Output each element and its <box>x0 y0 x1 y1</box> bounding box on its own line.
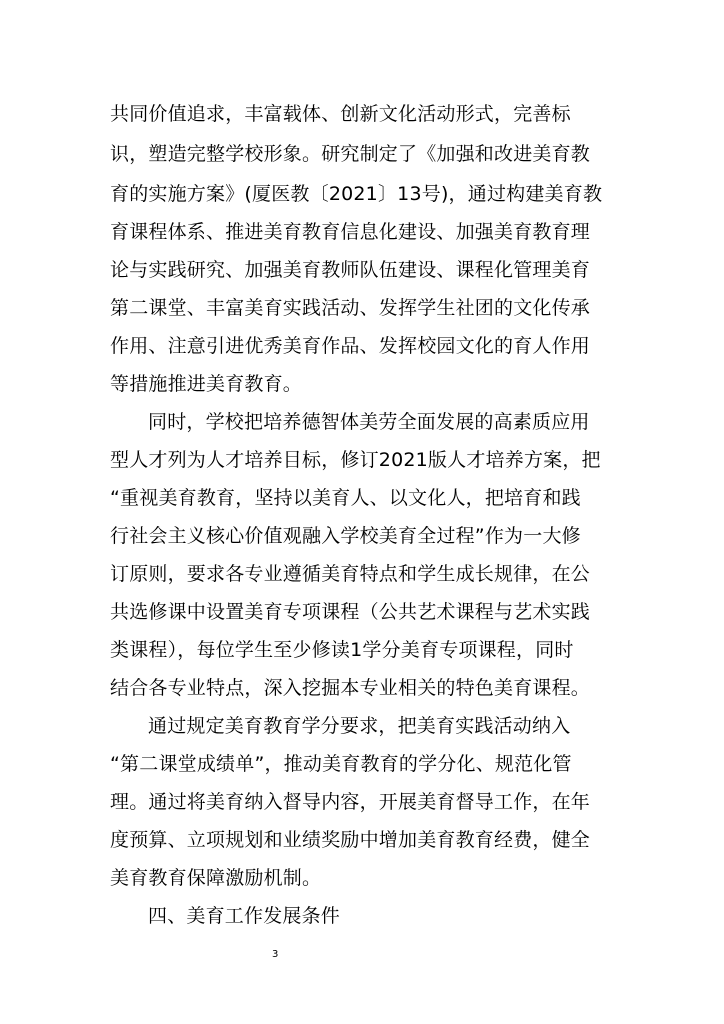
text-line: 行社会主义核心价值观融入学校美育全过程”作为一大修 <box>110 525 581 547</box>
text-line: 型人才列为人才培养目标，修订2021版人才培养方案，把 <box>110 449 601 471</box>
text-line: 美育教育保障激励机制。 <box>110 867 322 889</box>
section-heading: 四、美育工作发展条件 <box>148 905 341 927</box>
paragraph-first-line: 同时，学校把培养德智体美劳全面发展的高素质应用 <box>148 411 590 433</box>
text-line: 度预算、立项规划和业绩奖励中增加美育教育经费，健全 <box>110 829 591 851</box>
text-line: 订原则，要求各专业遵循美育特点和学生成长规律，在公 <box>110 563 591 585</box>
text-line: 共选修课中设置美育专项课程（公共艺术课程与艺术实践 <box>110 601 591 623</box>
text-line: 等措施推进美育教育。 <box>110 373 303 395</box>
text-line: “第二课堂成绩单”，推动美育教育的学分化、规范化管 <box>110 753 572 775</box>
text-line: 识，塑造完整学校形象。研究制定了《加强和改进美育教 <box>110 143 591 165</box>
text-line: 结合各专业特点，深入挖掘本专业相关的特色美育课程。 <box>110 677 591 699</box>
text-line: 育课程体系、推进美育教育信息化建设、加强美育教育理 <box>110 221 591 243</box>
text-line: “重视美育教育，坚持以美育人、以文化人，把培育和践 <box>110 487 581 509</box>
text-line: 类课程），每位学生至少修读1学分美育专项课程，同时 <box>110 639 574 661</box>
text-line: 共同价值追求，丰富载体、创新文化活动形式，完善标 <box>110 103 571 125</box>
text-line: 育的实施方案》(厦医教〔2021〕13号)，通过构建美育教 <box>110 183 603 205</box>
text-line: 理。通过将美育纳入督导内容，开展美育督导工作，在年 <box>110 791 591 813</box>
text-line: 作用、注意引进优秀美育作品、发挥校园文化的育人作用 <box>110 335 591 357</box>
text-line: 论与实践研究、加强美育教师队伍建设、课程化管理美育 <box>110 259 591 281</box>
paragraph-first-line: 通过规定美育教育学分要求，把美育实践活动纳入 <box>148 715 571 737</box>
page-number: 3 <box>272 949 279 960</box>
text-line: 第二课堂、丰富美育实践活动、发挥学生社团的文化传承 <box>110 297 591 319</box>
